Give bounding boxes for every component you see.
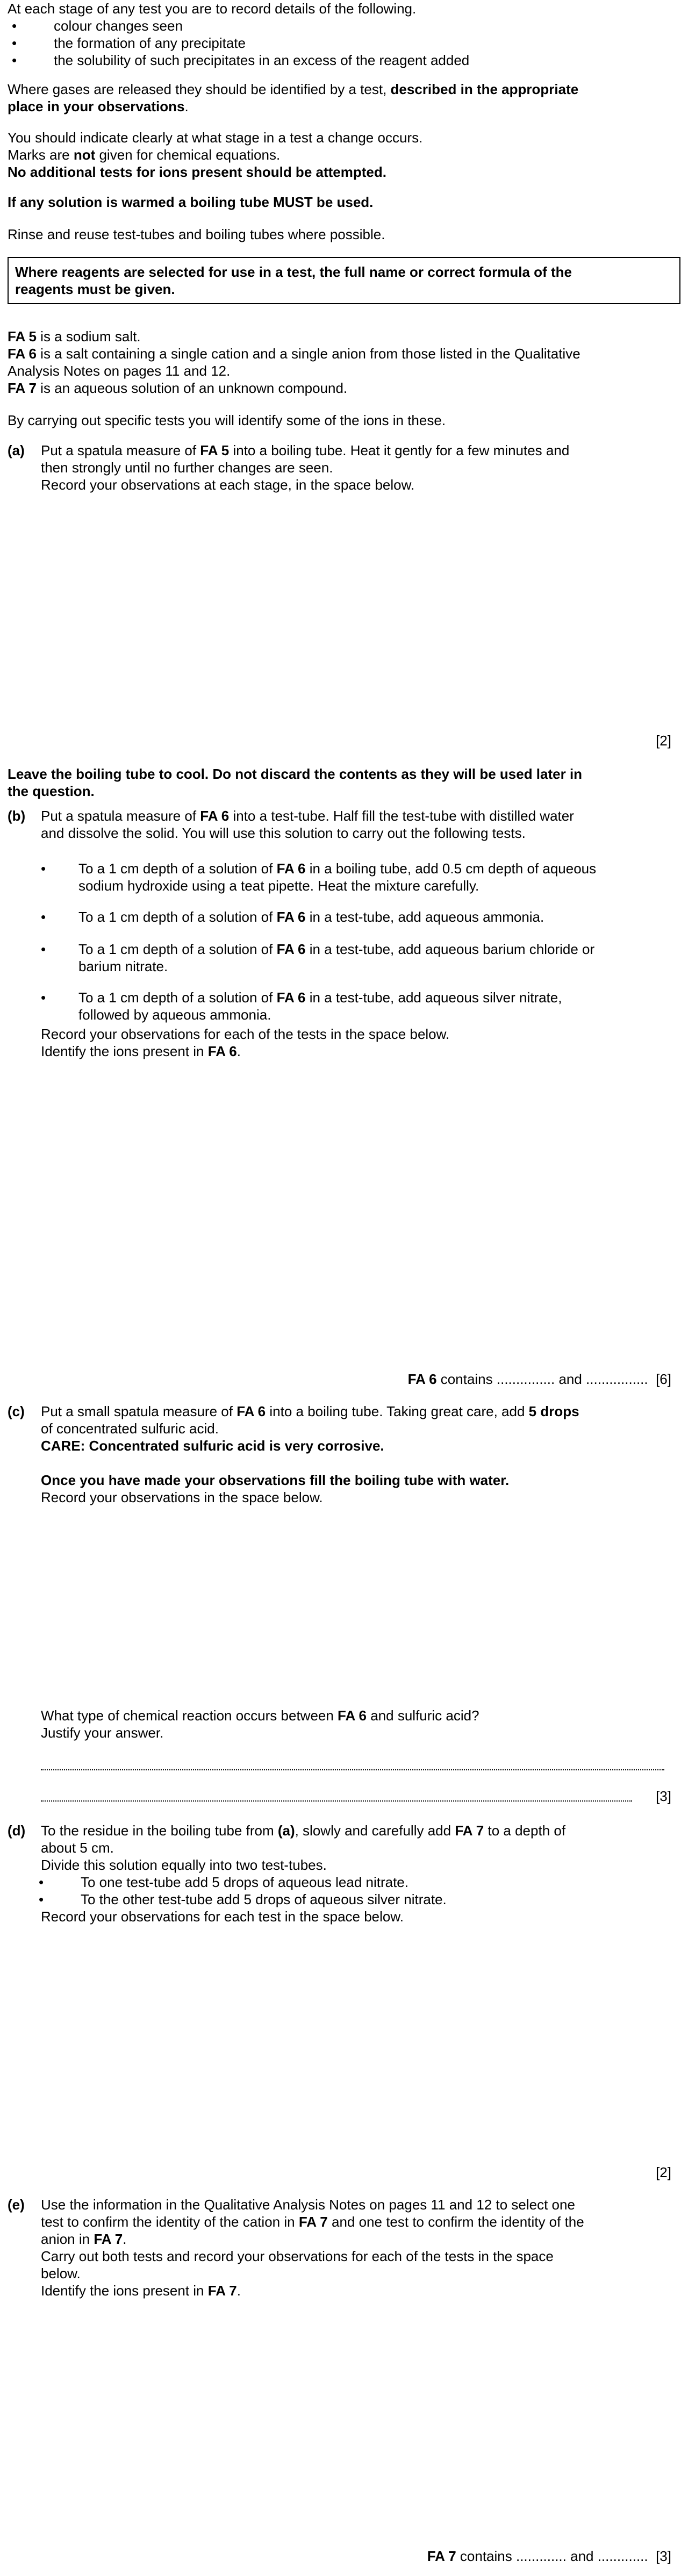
carrying-out-text: By carrying out specific tests you will identify some of the ions in these. (8, 412, 446, 428)
mark-allocation: [6] (656, 1371, 671, 1387)
mark-allocation: [3] (656, 2548, 671, 2564)
reaction-question: What type of chemical reaction occurs between FA 6 and sulfuric acid? Justify your answer. (41, 1707, 479, 1741)
test-step: • To a 1 cm depth of a solution of FA 6 in a test-tube, add aqueous barium chloride or barium nitrate. (41, 941, 595, 974)
part-label: (e) (8, 2197, 25, 2213)
bullet-item: • To the other test-tube add 5 drops of aqueous silver nitrate. (39, 1891, 447, 1907)
mark-allocation: [2] (656, 733, 671, 749)
test-step: • To a 1 cm depth of a solution of FA 6 in a test-tube, add aqueous silver nitrate, followed by aqueous ammonia. (41, 989, 562, 1023)
warm-instruction: If any solution is warmed a boiling tube MUST be used. (8, 194, 374, 210)
bullet-dot: • (12, 52, 17, 68)
bullet-dot: • (41, 941, 46, 957)
no-additional-tests: No additional tests for ions present should be attempted. (8, 164, 386, 180)
bullet-dot: • (12, 18, 17, 34)
answer-line-fa7: FA 7 contains ............. and ............. [3] (427, 2548, 671, 2564)
fa6-description: FA 6 is a salt containing a single cation and a single anion from those listed in the Qualitative Analysis Notes on pages 11 and 12. (8, 346, 580, 379)
mark-allocation: [3] (656, 1788, 671, 1804)
bullet-dot: • (39, 1874, 44, 1890)
record-instruction: Record your observations for each test in the space below. (41, 1908, 404, 1925)
question-part-a: (a) Put a spatula measure of FA 5 into a boiling tube. Heat it gently for a few minutes and then strongly until no further changes are seen. Record your observations at each stage, in the space below. (8, 442, 570, 493)
part-label: (a) (8, 442, 25, 458)
fa7-description: FA 7 is an aqueous solution of an unknown compound. (8, 380, 348, 396)
record-instruction: Record your observations for each of the tests in the space below. Identify the ions present in FA 6. (41, 1026, 450, 1059)
bullet-item: • To one test-tube add 5 drops of aqueous lead nitrate. (39, 1874, 408, 1890)
question-part-e: (e) Use the information in the Qualitative Analysis Notes on pages 11 and 12 to select one test to confirm the identity of the cation in FA 7 and one test to confirm the identity of the anion in FA 7. Carry out both tests and record your observations for each of the tests in the space below. Identify the ions present in FA 7. (8, 2197, 584, 2299)
answer-line (41, 1799, 632, 1802)
question-part-d: (d) To the residue in the boiling tube from (a), slowly and carefully add FA 7 to a depth of about 5 cm. Divide this solution equally into two test-tubes. (8, 1822, 566, 1873)
bullet-dot: • (41, 909, 46, 925)
rinse-instruction: Rinse and reuse test-tubes and boiling tubes where possible. (8, 226, 385, 242)
intro-line: At each stage of any test you are to record details of the following. (8, 1, 417, 17)
mark-allocation: [2] (656, 2164, 671, 2180)
bullet-dot: • (39, 1891, 44, 1907)
answer-line (41, 1768, 664, 1770)
leave-instruction: Leave the boiling tube to cool. Do not discard the contents as they will be used later in the question. (8, 766, 583, 799)
bullet-item: • the solubility of such precipitates in an excess of the reagent added (12, 52, 470, 68)
question-part-b: (b) Put a spatula measure of FA 6 into a test-tube. Half fill the test-tube with distilled water and dissolve the solid. You will use this solution to carry out the following tests. (8, 808, 574, 841)
bullet-item: • colour changes seen (12, 18, 183, 34)
reagents-notice-box: Where reagents are selected for use in a test, the full name or correct formula of the reagents must be given. (8, 257, 680, 304)
part-label: (d) (8, 1822, 26, 1839)
question-part-c: (c) Put a small spatula measure of FA 6 into a boiling tube. Taking great care, add 5 drops of concentrated sulfuric acid. CARE: Concentrated sulfuric acid is very corrosive. Once you have made your observations fill the boiling tube with water. Record your observations in the space below. (8, 1403, 579, 1505)
part-label: (b) (8, 808, 26, 824)
bullet-item: • the formation of any precipitate (12, 35, 246, 51)
test-step: • To a 1 cm depth of a solution of FA 6 in a boiling tube, add 0.5 cm depth of aqueous sodium hydroxide using a teat pipette. Heat the mixture carefully. (41, 860, 597, 894)
answer-line-fa6: FA 6 contains ............... and ................ [6] (407, 1371, 671, 1387)
test-step: • To a 1 cm depth of a solution of FA 6 in a test-tube, add aqueous ammonia. (41, 909, 544, 925)
fa5-description: FA 5 is a sodium salt. (8, 328, 141, 345)
part-label: (c) (8, 1403, 25, 1419)
bullet-dot: • (12, 35, 17, 51)
stage-instruction: You should indicate clearly at what stage in a test a change occurs. (8, 130, 423, 146)
marks-instruction: Marks are not given for chemical equations. (8, 147, 281, 163)
bullet-dot: • (41, 989, 46, 1006)
bullet-dot: • (41, 860, 46, 877)
gases-instruction: Where gases are released they should be identified by a test, described in the appropriate place in your observations. (8, 81, 579, 114)
